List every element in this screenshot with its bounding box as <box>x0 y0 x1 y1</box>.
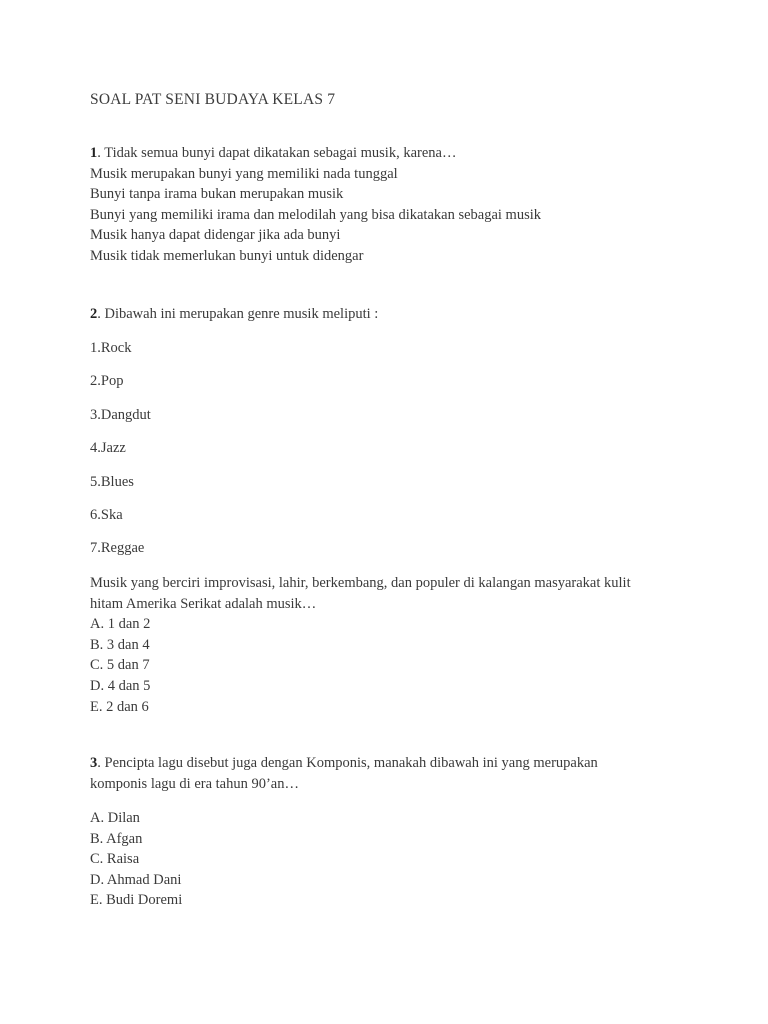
question-2-text <box>90 304 378 325</box>
question-1-option: Musik merupakan bunyi yang memiliki nada tunggal <box>90 165 398 182</box>
question-2-option: D. 4 dan 5 <box>90 677 151 694</box>
question-2-genre-list <box>90 338 151 572</box>
question-3-option: A. Dilan <box>90 810 140 826</box>
question-3-option: E. Budi Doremi <box>90 892 183 909</box>
genre-item: 4.Jazz <box>90 440 126 457</box>
genre-item: 6.Ska <box>90 506 123 523</box>
genre-item: 5.Blues <box>90 473 134 490</box>
question-2-option: B. 3 dan 4 <box>90 636 150 653</box>
question-3-option: C. Raisa <box>90 851 140 868</box>
genre-item: 3.Dangdut <box>90 406 151 423</box>
question-2-prompt: Musik yang berciri improvisasi, lahir, berkembang, dan populer di kalangan masyarakat kulit hitam Amerika Serikat adalah musik… <box>90 575 631 612</box>
question-1-number: 1 <box>90 145 98 161</box>
document-title: SOAL PAT SENI BUDAYA KELAS 7 <box>90 91 336 108</box>
question-2-number: 2 <box>90 306 98 322</box>
question-2-option: A. 1 dan 2 <box>90 616 151 633</box>
question-1-option: Bunyi tanpa irama bukan merupakan musik <box>90 186 344 203</box>
question-3-text <box>90 753 635 794</box>
question-2-stem: . Dibawah ini merupakan genre musik meliputi : <box>97 306 379 322</box>
question-2-option: E. 2 dan 6 <box>90 698 149 715</box>
genre-item: 1.Rock <box>90 340 132 356</box>
question-3-stem: . Pencipta lagu disebut juga dengan Komponis, manakah dibawah ini yang merupakan komponis lagu di era tahun 90’an… <box>90 755 598 792</box>
question-1-option: Musik tidak memerlukan bunyi untuk didengar <box>90 247 364 264</box>
question-1-option: Musik hanya dapat didengar jika ada bunyi <box>90 227 341 244</box>
genre-item: 2.Pop <box>90 373 124 390</box>
question-3-options <box>90 808 182 911</box>
question-2-option: C. 5 dan 7 <box>90 657 150 674</box>
question-2-prompt-block <box>90 573 650 717</box>
question-1-stem: . Tidak semua bunyi dapat dikatakan sebagai musik, karena… <box>97 145 457 161</box>
question-1-text <box>90 143 541 164</box>
genre-item: 7.Reggae <box>90 540 145 557</box>
question-1 <box>90 143 541 267</box>
question-3-number: 3 <box>90 755 98 771</box>
question-3 <box>90 753 635 794</box>
question-1-option: Bunyi yang memiliki irama dan melodilah yang bisa dikatakan sebagai musik <box>90 206 542 223</box>
question-2 <box>90 304 378 325</box>
question-3-option: D. Ahmad Dani <box>90 871 182 888</box>
question-3-option: B. Afgan <box>90 830 143 847</box>
